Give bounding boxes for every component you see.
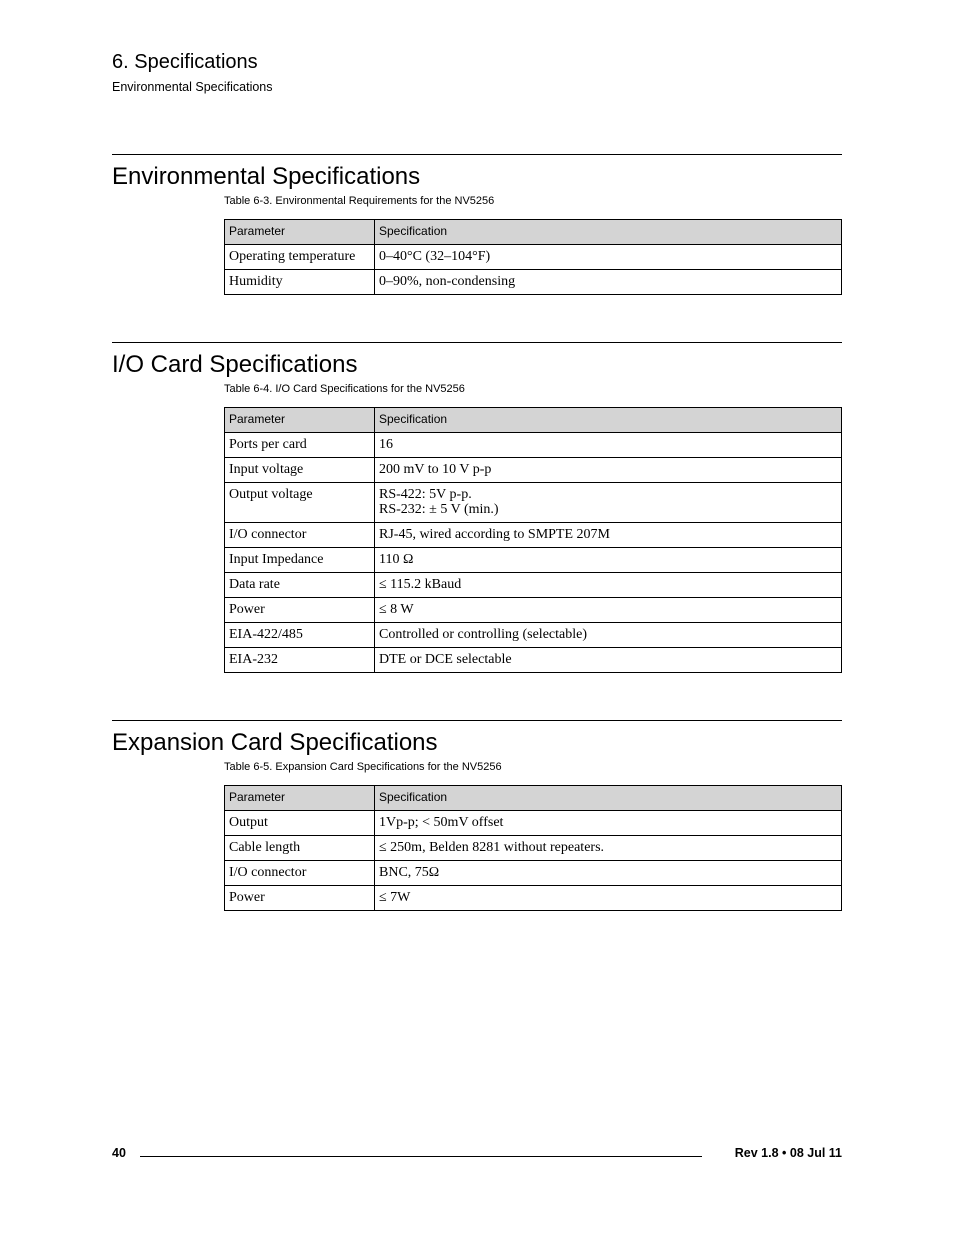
spec-table [224, 785, 842, 911]
parameter-cell: Input Impedance [225, 548, 375, 573]
table-row [225, 573, 842, 598]
specification-cell: ≤ 8 W [375, 598, 842, 623]
table-caption: Table 6-3. Environmental Requirements for the NV5256 [224, 195, 495, 207]
table-row [225, 458, 842, 483]
specification-cell: ≤ 7W [375, 886, 842, 911]
spec-table [224, 219, 842, 295]
spec-table [224, 407, 842, 673]
parameter-cell: Power [225, 886, 375, 911]
column-header: Parameter [225, 220, 375, 245]
section-rule [112, 154, 842, 155]
column-header: Specification [375, 408, 842, 433]
specification-cell: RS-422: 5V p-p. RS-232: ± 5 V (min.) [375, 483, 842, 523]
table-row [225, 433, 842, 458]
parameter-cell: I/O connector [225, 861, 375, 886]
page-number: 40 [112, 1146, 126, 1160]
footer-rule [140, 1156, 702, 1157]
specification-cell: DTE or DCE selectable [375, 648, 842, 673]
column-header: Specification [375, 220, 842, 245]
table-row [225, 648, 842, 673]
specification-cell: RJ-45, wired according to SMPTE 207M [375, 523, 842, 548]
parameter-cell: Ports per card [225, 433, 375, 458]
parameter-cell: Data rate [225, 573, 375, 598]
table-row [225, 523, 842, 548]
table-caption: Table 6-5. Expansion Card Specifications for the NV5256 [224, 761, 502, 773]
table-row [225, 483, 842, 523]
section-rule [112, 720, 842, 721]
specification-cell: Controlled or controlling (selectable) [375, 623, 842, 648]
specification-cell: BNC, 75Ω [375, 861, 842, 886]
table-caption: Table 6-4. I/O Card Specifications for the NV5256 [224, 383, 465, 395]
section-breadcrumb: Environmental Specifications [112, 80, 273, 94]
parameter-cell: I/O connector [225, 523, 375, 548]
column-header: Specification [375, 786, 842, 811]
column-header: Parameter [225, 786, 375, 811]
column-header: Parameter [225, 408, 375, 433]
section-title: I/O Card Specifications [112, 351, 358, 378]
table-row [225, 270, 842, 295]
parameter-cell: Humidity [225, 270, 375, 295]
specification-cell: 16 [375, 433, 842, 458]
parameter-cell: Output [225, 811, 375, 836]
specification-cell: ≤ 250m, Belden 8281 without repeaters. [375, 836, 842, 861]
table-row [225, 886, 842, 911]
revision-label: Rev 1.8 • 08 Jul 11 [734, 1146, 842, 1160]
section-title: Expansion Card Specifications [112, 729, 438, 756]
specification-cell: 0–90%, non-condensing [375, 270, 842, 295]
parameter-cell: Input voltage [225, 458, 375, 483]
parameter-cell: Power [225, 598, 375, 623]
parameter-cell: EIA-422/485 [225, 623, 375, 648]
parameter-cell: EIA-232 [225, 648, 375, 673]
spec-section [112, 154, 842, 289]
table-header-row [225, 220, 842, 245]
chapter-heading: 6. Specifications [112, 51, 258, 73]
table-header-row [225, 786, 842, 811]
specification-cell: 110 Ω [375, 548, 842, 573]
table-header-row [225, 408, 842, 433]
specification-cell: 200 mV to 10 V p-p [375, 458, 842, 483]
section-rule [112, 342, 842, 343]
spec-section [112, 720, 842, 905]
specification-cell: 0–40°C (32–104°F) [375, 245, 842, 270]
specification-cell: ≤ 115.2 kBaud [375, 573, 842, 598]
parameter-cell: Cable length [225, 836, 375, 861]
table-row [225, 245, 842, 270]
parameter-cell: Operating temperature [225, 245, 375, 270]
table-row [225, 623, 842, 648]
parameter-cell: Output voltage [225, 483, 375, 523]
table-row [225, 836, 842, 861]
table-row [225, 861, 842, 886]
table-row [225, 548, 842, 573]
section-title: Environmental Specifications [112, 163, 421, 190]
spec-section [112, 342, 842, 667]
table-row [225, 598, 842, 623]
specification-cell: 1Vp-p; < 50mV offset [375, 811, 842, 836]
table-row [225, 811, 842, 836]
